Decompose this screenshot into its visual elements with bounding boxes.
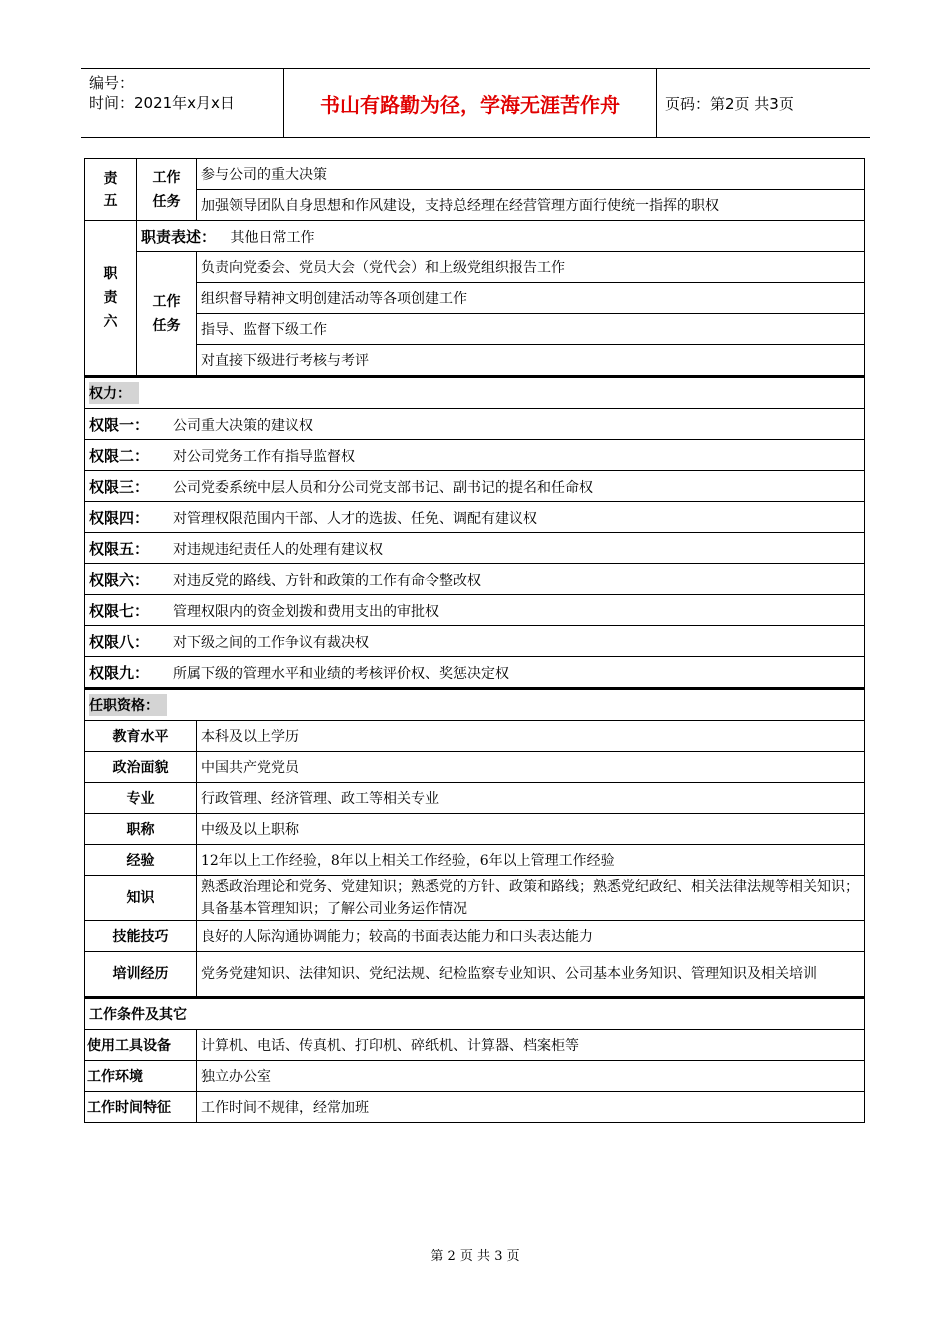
duty6-task-label: 工作 任务: [137, 252, 197, 376]
power-row: [85, 409, 865, 440]
power-row: [85, 471, 865, 502]
qualification-label: 政治面貌: [85, 752, 197, 783]
conditions-table: [84, 997, 865, 1123]
qualification-text: 中国共产党党员: [197, 752, 865, 783]
condition-label: 使用工具设备: [85, 1030, 197, 1061]
power-label: 权限七：: [89, 601, 150, 620]
qualifications-table: [84, 688, 865, 997]
condition-label: 工作环境: [85, 1061, 197, 1092]
qualification-label: 技能技巧: [85, 921, 197, 952]
header-page-number: 页码：第2页 共3页: [665, 94, 794, 113]
power-text: 对违规违纪责任人的处理有建议权: [173, 541, 383, 558]
job-description-body: [84, 158, 865, 1123]
qualification-label: 职称: [85, 814, 197, 845]
power-row: [85, 502, 865, 533]
qualification-text: 熟悉政治理论和党务、党建知识；熟悉党的方针、政策和路线；熟悉党纪政纪、相关法律法规等相关知识；具备基本管理知识；了解公司业务运作情况: [197, 876, 865, 921]
condition-text: 计算机、电话、传真机、打印机、碎纸机、计算器、档案柜等: [197, 1030, 865, 1061]
power-text: 对管理权限范围内干部、人才的选拔、任免、调配有建议权: [173, 510, 537, 527]
power-row: [85, 657, 865, 688]
duty6-task: 组织督导精神文明创建活动等各项创建工作: [197, 283, 865, 314]
qualification-text: 本科及以上学历: [197, 721, 865, 752]
power-label: 权限四：: [89, 508, 150, 527]
power-text: 对违反党的路线、方针和政策的工作有命令整改权: [173, 572, 481, 589]
power-label: 权限二：: [89, 446, 150, 465]
duty5-task-label: 工作 任务: [137, 159, 197, 221]
power-row: [85, 626, 865, 657]
power-row: [85, 533, 865, 564]
qualification-label: 教育水平: [85, 721, 197, 752]
power-label: 权限八：: [89, 632, 150, 651]
duty6-task: 对直接下级进行考核与考评: [197, 345, 865, 376]
duty6-task: 指导、监督下级工作: [197, 314, 865, 345]
power-label: 权限五：: [89, 539, 150, 558]
qualification-text: 12年以上工作经验，8年以上相关工作经验，6年以上管理工作经验: [197, 845, 865, 876]
duty5-label: 责 五: [85, 159, 137, 221]
condition-label: 工作时间特征: [85, 1092, 197, 1123]
qualifications-title: [85, 689, 865, 721]
page-header: [81, 68, 870, 138]
conditions-title: 工作条件及其它: [85, 998, 865, 1030]
condition-text: 工作时间不规律，经常加班: [197, 1092, 865, 1123]
power-text: 对下级之间的工作争议有裁决权: [173, 634, 369, 651]
duty5-task: 加强领导团队自身思想和作风建设，支持总经理在经营管理方面行使统一指挥的职权: [197, 190, 865, 221]
power-label: 权限六：: [89, 570, 150, 589]
qualification-label: 培训经历: [85, 952, 197, 997]
power-label: 权限一：: [89, 415, 150, 434]
duty6-desc-label: 职责表述：: [141, 227, 217, 246]
page-footer: 第 2 页 共 3 页: [430, 1249, 520, 1264]
condition-text: 独立办公室: [197, 1061, 865, 1092]
power-row: [85, 440, 865, 471]
power-row: [85, 595, 865, 626]
duty6-description: [137, 221, 865, 252]
duties-table: [84, 158, 865, 376]
document-date: 时间：2021年x月x日: [89, 94, 235, 112]
power-text: 公司重大决策的建议权: [173, 417, 313, 434]
duty6-task: 负责向党委会、党员大会（党代会）和上级党组织报告工作: [197, 252, 865, 283]
powers-table: [84, 376, 865, 688]
duty5-task: 参与公司的重大决策: [197, 159, 865, 190]
powers-title: [85, 377, 865, 409]
qualification-text: 中级及以上职称: [197, 814, 865, 845]
header-motto: 书山有路勤为径，学海无涯苦作舟: [283, 69, 657, 137]
powers-title-text: 权力：: [89, 382, 139, 404]
duty6-desc-text: 其他日常工作: [230, 229, 315, 246]
power-text: 公司党委系统中层人员和分公司党支部书记、副书记的提名和任命权: [173, 479, 593, 496]
power-text: 管理权限内的资金划拨和费用支出的审批权: [173, 603, 439, 620]
duty6-label: 职 责 六: [85, 221, 137, 376]
power-label: 权限九：: [89, 663, 150, 682]
qualification-text: 党务党建知识、法律知识、党纪法规、纪检监察专业知识、公司基本业务知识、管理知识及相关培训: [197, 952, 865, 997]
qualification-label: 经验: [85, 845, 197, 876]
qualifications-title-text: 任职资格：: [89, 694, 167, 716]
document-number: 编号：: [89, 74, 135, 92]
power-text: 对公司党务工作有指导监督权: [173, 448, 355, 465]
header-meta: [89, 73, 235, 113]
power-text: 所属下级的管理水平和业绩的考核评价权、奖惩决定权: [173, 665, 509, 682]
qualification-label: 专业: [85, 783, 197, 814]
power-label: 权限三：: [89, 477, 150, 496]
qualification-text: 良好的人际沟通协调能力；较高的书面表达能力和口头表达能力: [197, 921, 865, 952]
qualification-label: 知识: [85, 876, 197, 921]
qualification-text: 行政管理、经济管理、政工等相关专业: [197, 783, 865, 814]
power-row: [85, 564, 865, 595]
